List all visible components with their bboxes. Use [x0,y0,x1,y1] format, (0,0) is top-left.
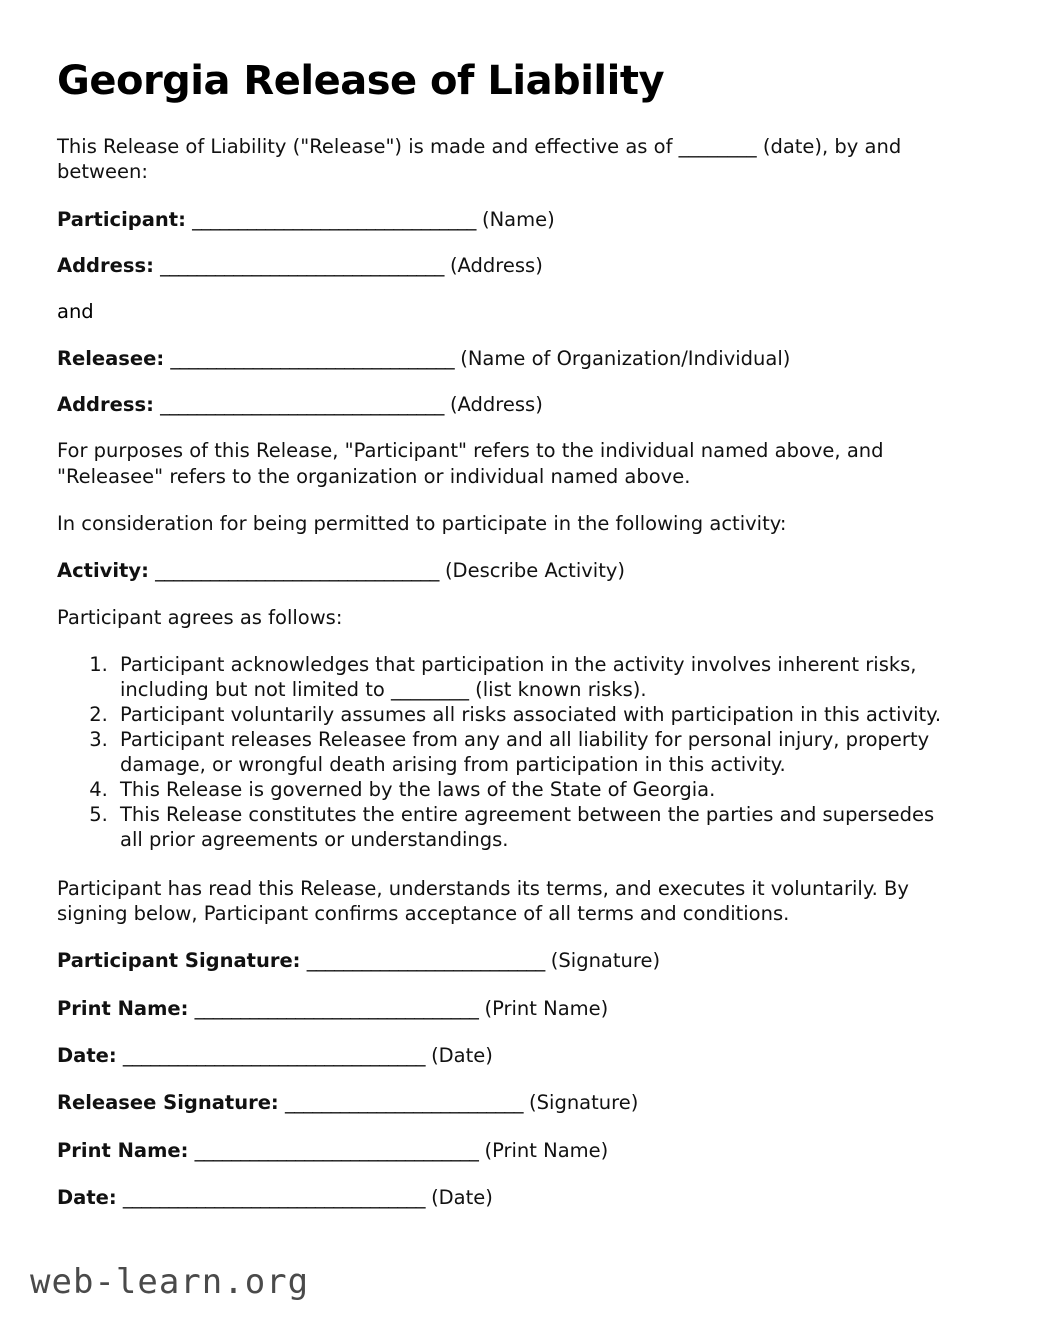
field-blank-activity[interactable]: _______________________________ [155,559,439,583]
signature-block [57,948,957,1210]
field-blank-participant-print-name[interactable]: _______________________________ [194,996,479,1020]
field-blank-releasee-print-name[interactable]: _______________________________ [194,1138,479,1162]
field-label-participant: Participant: [57,207,186,231]
field-blank-releasee-signature[interactable]: __________________________ [284,1091,523,1115]
field-hint-releasee-date: (Date) [431,1185,493,1209]
field-hint-participant-signature: (Signature) [550,949,661,973]
field-row [57,558,957,583]
field-row [57,1090,957,1115]
field-hint-releasee-address: (Address) [449,393,543,417]
field-row [57,996,957,1021]
field-label-releasee-signature: Releasee Signature: [57,1091,279,1115]
and-connector-label: and [57,300,94,324]
field-row [57,1138,957,1163]
list-item: 5. This Release constitutes the entire agreement between the parties and supersedes all prior agreements or understandings. [114,802,957,852]
definitions-paragraph: For purposes of this Release, "Participant" refers to the individual named above, and "Releasee" refers to the organization or individual named above. [57,439,884,488]
field-blank-participant-address[interactable]: _______________________________ [160,254,444,278]
field-row [57,207,957,232]
list-item: 3. Participant releases Releasee from any and all liability for personal injury, property damage, or wrongful death arising from participation in this activity. [114,727,957,777]
field-label-releasee-address: Address: [57,393,154,417]
field-blank-releasee-date[interactable]: _________________________________ [122,1185,425,1209]
field-hint-participant-print-name: (Print Name) [484,996,609,1020]
field-label-releasee-date: Date: [57,1185,117,1209]
field-blank-participant-signature[interactable]: __________________________ [306,949,545,973]
field-hint-releasee-signature: (Signature) [529,1091,639,1115]
field-row [57,948,957,973]
site-watermark: web-learn.org [30,1262,310,1302]
field-label-releasee: Releasee: [57,346,165,370]
list-item: 1. Participant acknowledges that participation in the activity involves inherent risks, including but not limited to ________ (list known risks). [114,652,957,702]
field-hint-releasee: (Name of Organization/Individual) [460,346,791,370]
terms-list [57,652,957,852]
field-label-participant-print-name: Print Name: [57,996,189,1020]
field-hint-releasee-print-name: (Print Name) [484,1138,609,1162]
closing-paragraph: Participant has read this Release, understands its terms, and executes it voluntarily. By signing below, Participant confirms acceptance of all terms and conditions. [57,876,909,925]
field-row [57,346,957,371]
document-content [57,58,957,1232]
agrees-intro-paragraph: Participant agrees as follows: [57,605,343,629]
field-row [57,253,957,278]
field-hint-participant-address: (Address) [449,254,543,278]
field-hint-activity: (Describe Activity) [444,559,625,583]
field-label-participant-signature: Participant Signature: [57,949,301,973]
intro-paragraph: This Release of Liability ("Release") is made and effective as of ________ (date), by and between: [57,135,902,184]
field-label-releasee-print-name: Print Name: [57,1138,189,1162]
field-label-participant-date: Date: [57,1043,117,1067]
field-hint-participant-date: (Date) [431,1043,493,1067]
field-blank-participant[interactable]: _______________________________ [192,207,476,231]
page-title: Georgia Release of Liability [57,58,665,104]
consideration-paragraph: In consideration for being permitted to participate in the following activity: [57,512,787,536]
participant-fields-group [57,207,957,279]
field-blank-participant-date[interactable]: _________________________________ [122,1043,425,1067]
field-row [57,392,957,417]
list-item: 4. This Release is governed by the laws of the State of Georgia. [114,777,957,802]
releasee-fields-group [57,346,957,418]
field-row [57,1185,957,1210]
field-hint-participant: (Name) [481,207,555,231]
field-blank-releasee-address[interactable]: _______________________________ [160,393,444,417]
field-label-activity: Activity: [57,559,149,583]
field-row [57,1043,957,1068]
list-item: 2. Participant voluntarily assumes all risks associated with participation in this activity. [114,702,957,727]
field-blank-releasee[interactable]: _______________________________ [170,346,455,370]
field-label-participant-address: Address: [57,254,154,278]
